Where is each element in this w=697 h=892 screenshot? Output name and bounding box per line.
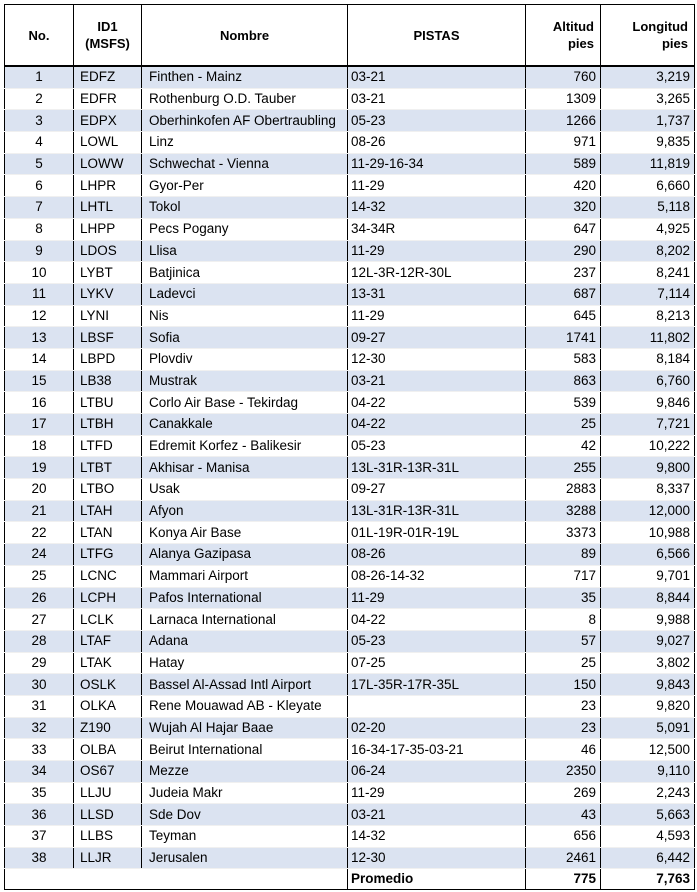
- table-row: [5, 66, 695, 88]
- table-row: [5, 479, 695, 501]
- row-length: 4,593: [601, 826, 695, 848]
- row-id: LBSF: [74, 327, 142, 349]
- row-id: LOWL: [74, 132, 142, 154]
- table-row: [5, 153, 695, 175]
- row-number: 20: [5, 479, 74, 501]
- row-name: Jerusalen: [142, 847, 348, 869]
- row-runways: 09-27: [348, 327, 526, 349]
- table-row: [5, 544, 695, 566]
- row-altitude: 2350: [526, 761, 601, 783]
- row-runways: 11-29: [348, 240, 526, 262]
- row-number: 12: [5, 305, 74, 327]
- row-id: LCPH: [74, 587, 142, 609]
- row-number: 3: [5, 110, 74, 132]
- row-altitude: 420: [526, 175, 601, 197]
- summary-blank: [5, 869, 74, 890]
- row-altitude: 25: [526, 652, 601, 674]
- row-name: Batjinica: [142, 262, 348, 284]
- row-number: 33: [5, 739, 74, 761]
- row-number: 37: [5, 826, 74, 848]
- row-id: EDFR: [74, 88, 142, 110]
- row-length: 9,800: [601, 457, 695, 479]
- row-id: LLSD: [74, 804, 142, 826]
- row-length: 9,988: [601, 609, 695, 631]
- row-length: 9,701: [601, 565, 695, 587]
- row-name: Wujah Al Hajar Baae: [142, 717, 348, 739]
- row-altitude: 760: [526, 66, 601, 88]
- row-runways: 12L-3R-12R-30L: [348, 262, 526, 284]
- row-id: LTAK: [74, 652, 142, 674]
- row-id: LTFG: [74, 544, 142, 566]
- row-runways: 03-21: [348, 804, 526, 826]
- row-id: LYKV: [74, 283, 142, 305]
- row-runways: 05-23: [348, 110, 526, 132]
- row-number: 15: [5, 370, 74, 392]
- row-number: 19: [5, 457, 74, 479]
- table-row: [5, 739, 695, 761]
- row-id: LTBO: [74, 479, 142, 501]
- row-altitude: 539: [526, 392, 601, 414]
- summary-blank: [142, 869, 348, 890]
- row-altitude: 3373: [526, 522, 601, 544]
- row-name: Oberhinkofen AF Obertraubling: [142, 110, 348, 132]
- row-name: Edremit Korfez - Balikesir: [142, 435, 348, 457]
- row-number: 21: [5, 500, 74, 522]
- row-number: 7: [5, 197, 74, 219]
- row-name: Mustrak: [142, 370, 348, 392]
- row-id: LHPR: [74, 175, 142, 197]
- row-altitude: 23: [526, 717, 601, 739]
- table-row: [5, 782, 695, 804]
- row-name: Schwechat - Vienna: [142, 153, 348, 175]
- table-row: [5, 457, 695, 479]
- row-name: Judeia Makr: [142, 782, 348, 804]
- row-length: 8,844: [601, 587, 695, 609]
- row-runways: 11-29-16-34: [348, 153, 526, 175]
- row-length: 5,118: [601, 197, 695, 219]
- row-id: LHPP: [74, 218, 142, 240]
- row-runways: 08-26-14-32: [348, 565, 526, 587]
- row-runways: 04-22: [348, 392, 526, 414]
- row-id: LOWW: [74, 153, 142, 175]
- table-row: [5, 522, 695, 544]
- row-name: Ladevci: [142, 283, 348, 305]
- row-length: 8,184: [601, 348, 695, 370]
- row-runways: 11-29: [348, 305, 526, 327]
- row-altitude: 46: [526, 739, 601, 761]
- row-name: Sofia: [142, 327, 348, 349]
- row-length: 7,114: [601, 283, 695, 305]
- row-runways: 01L-19R-01R-19L: [348, 522, 526, 544]
- row-number: 11: [5, 283, 74, 305]
- row-number: 8: [5, 218, 74, 240]
- table-row: [5, 652, 695, 674]
- row-number: 18: [5, 435, 74, 457]
- row-length: 11,802: [601, 327, 695, 349]
- row-number: 16: [5, 392, 74, 414]
- row-runways: 11-29: [348, 175, 526, 197]
- table-body: [5, 66, 695, 869]
- table-row: [5, 609, 695, 631]
- row-id: LTBU: [74, 392, 142, 414]
- row-id: LYNI: [74, 305, 142, 327]
- row-runways: 14-32: [348, 826, 526, 848]
- row-name: Larnaca International: [142, 609, 348, 631]
- row-name: Beirut International: [142, 739, 348, 761]
- row-id: LLJR: [74, 847, 142, 869]
- row-number: 26: [5, 587, 74, 609]
- table-row: [5, 110, 695, 132]
- row-runways: 16-34-17-35-03-21: [348, 739, 526, 761]
- row-length: 8,337: [601, 479, 695, 501]
- row-runways: 12-30: [348, 847, 526, 869]
- row-runways: 05-23: [348, 435, 526, 457]
- row-name: Adana: [142, 630, 348, 652]
- table-row: [5, 88, 695, 110]
- row-runways: 13-31: [348, 283, 526, 305]
- row-id: LHTL: [74, 197, 142, 219]
- row-altitude: 1309: [526, 88, 601, 110]
- row-number: 17: [5, 414, 74, 436]
- row-length: 8,202: [601, 240, 695, 262]
- row-runways: 12-30: [348, 348, 526, 370]
- row-length: 6,660: [601, 175, 695, 197]
- row-runways: 02-20: [348, 717, 526, 739]
- row-altitude: 237: [526, 262, 601, 284]
- row-length: 9,846: [601, 392, 695, 414]
- row-runways: 11-29: [348, 782, 526, 804]
- row-length: 3,219: [601, 66, 695, 88]
- row-runways: 09-27: [348, 479, 526, 501]
- table-row: [5, 847, 695, 869]
- row-length: 9,027: [601, 630, 695, 652]
- row-length: 5,091: [601, 717, 695, 739]
- row-length: 10,222: [601, 435, 695, 457]
- row-altitude: 290: [526, 240, 601, 262]
- row-altitude: 1266: [526, 110, 601, 132]
- table-row: [5, 283, 695, 305]
- row-number: 32: [5, 717, 74, 739]
- row-name: Hatay: [142, 652, 348, 674]
- row-number: 9: [5, 240, 74, 262]
- row-number: 34: [5, 761, 74, 783]
- row-length: 11,819: [601, 153, 695, 175]
- row-number: 28: [5, 630, 74, 652]
- row-id: LBPD: [74, 348, 142, 370]
- table-row: [5, 695, 695, 717]
- row-id: LDOS: [74, 240, 142, 262]
- table-row: [5, 370, 695, 392]
- table-row: [5, 132, 695, 154]
- row-id: LB38: [74, 370, 142, 392]
- row-length: 12,500: [601, 739, 695, 761]
- row-number: 2: [5, 88, 74, 110]
- row-number: 36: [5, 804, 74, 826]
- table-row: [5, 392, 695, 414]
- row-runways: 06-24: [348, 761, 526, 783]
- row-length: 4,925: [601, 218, 695, 240]
- row-name: Corlo Air Base - Tekirdag: [142, 392, 348, 414]
- row-id: LLJU: [74, 782, 142, 804]
- header-id: ID1 (MSFS): [74, 5, 142, 67]
- row-id: OSLK: [74, 674, 142, 696]
- table-footer: [5, 869, 695, 890]
- row-length: 12,000: [601, 500, 695, 522]
- row-length: 7,721: [601, 414, 695, 436]
- row-name: Pafos International: [142, 587, 348, 609]
- header-pistas: PISTAS: [348, 5, 526, 67]
- airport-table: [4, 4, 695, 890]
- row-name: Alanya Gazipasa: [142, 544, 348, 566]
- row-altitude: 971: [526, 132, 601, 154]
- summary-length: 7,763: [601, 869, 695, 890]
- row-runways: 14-32: [348, 197, 526, 219]
- row-runways: 04-22: [348, 414, 526, 436]
- row-name: Rothenburg O.D. Tauber: [142, 88, 348, 110]
- table-row: [5, 197, 695, 219]
- row-number: 1: [5, 66, 74, 88]
- row-length: 6,566: [601, 544, 695, 566]
- table-row: [5, 218, 695, 240]
- airport-table-sheet: [4, 4, 695, 890]
- row-id: LTAH: [74, 500, 142, 522]
- row-number: 25: [5, 565, 74, 587]
- table-row: [5, 804, 695, 826]
- row-length: 9,820: [601, 695, 695, 717]
- row-id: EDFZ: [74, 66, 142, 88]
- table-header: [5, 5, 695, 67]
- row-altitude: 645: [526, 305, 601, 327]
- table-row: [5, 761, 695, 783]
- summary-altitude: 775: [526, 869, 601, 890]
- row-name: Akhisar - Manisa: [142, 457, 348, 479]
- row-id: LLBS: [74, 826, 142, 848]
- header-name: Nombre: [142, 5, 348, 67]
- row-length: 6,760: [601, 370, 695, 392]
- row-altitude: 57: [526, 630, 601, 652]
- row-number: 31: [5, 695, 74, 717]
- row-length: 9,843: [601, 674, 695, 696]
- table-row: [5, 414, 695, 436]
- row-id: LCNC: [74, 565, 142, 587]
- row-runways: 05-23: [348, 630, 526, 652]
- row-altitude: 3288: [526, 500, 601, 522]
- row-number: 14: [5, 348, 74, 370]
- row-length: 10,988: [601, 522, 695, 544]
- row-runways: 04-22: [348, 609, 526, 631]
- table-row: [5, 826, 695, 848]
- row-name: Linz: [142, 132, 348, 154]
- row-length: 8,241: [601, 262, 695, 284]
- table-row: [5, 587, 695, 609]
- row-altitude: 583: [526, 348, 601, 370]
- table-row: [5, 305, 695, 327]
- row-name: Llisa: [142, 240, 348, 262]
- row-name: Usak: [142, 479, 348, 501]
- row-name: Nis: [142, 305, 348, 327]
- row-runways: 03-21: [348, 88, 526, 110]
- row-name: Bassel Al-Assad Intl Airport: [142, 674, 348, 696]
- row-length: 9,835: [601, 132, 695, 154]
- header-no: No.: [5, 5, 74, 67]
- row-altitude: 89: [526, 544, 601, 566]
- row-length: 1,737: [601, 110, 695, 132]
- table-row: [5, 674, 695, 696]
- row-altitude: 25: [526, 414, 601, 436]
- row-id: LTFD: [74, 435, 142, 457]
- summary-label: Promedio: [348, 869, 526, 890]
- row-runways: 08-26: [348, 544, 526, 566]
- row-id: Z190: [74, 717, 142, 739]
- row-length: 5,663: [601, 804, 695, 826]
- row-altitude: 150: [526, 674, 601, 696]
- row-name: Tokol: [142, 197, 348, 219]
- row-name: Pecs Pogany: [142, 218, 348, 240]
- summary-row: [5, 869, 695, 890]
- row-altitude: 23: [526, 695, 601, 717]
- row-length: 8,213: [601, 305, 695, 327]
- row-number: 6: [5, 175, 74, 197]
- table-row: [5, 327, 695, 349]
- row-number: 24: [5, 544, 74, 566]
- table-row: [5, 565, 695, 587]
- row-number: 22: [5, 522, 74, 544]
- row-number: 10: [5, 262, 74, 284]
- row-name: Sde Dov: [142, 804, 348, 826]
- table-row: [5, 500, 695, 522]
- table-row: [5, 348, 695, 370]
- row-number: 30: [5, 674, 74, 696]
- row-altitude: 863: [526, 370, 601, 392]
- row-name: Plovdiv: [142, 348, 348, 370]
- row-altitude: 687: [526, 283, 601, 305]
- row-altitude: 589: [526, 153, 601, 175]
- row-id: LTAF: [74, 630, 142, 652]
- row-altitude: 1741: [526, 327, 601, 349]
- header-altitude: Altitud pies: [526, 5, 601, 67]
- row-runways: 11-29: [348, 587, 526, 609]
- row-number: 27: [5, 609, 74, 631]
- row-id: OLBA: [74, 739, 142, 761]
- row-length: 2,243: [601, 782, 695, 804]
- row-runways: 03-21: [348, 370, 526, 392]
- summary-blank: [74, 869, 142, 890]
- row-length: 6,442: [601, 847, 695, 869]
- row-id: OS67: [74, 761, 142, 783]
- row-runways: 34-34R: [348, 218, 526, 240]
- row-length: 3,265: [601, 88, 695, 110]
- row-altitude: 647: [526, 218, 601, 240]
- row-altitude: 255: [526, 457, 601, 479]
- row-name: Afyon: [142, 500, 348, 522]
- row-runways: 07-25: [348, 652, 526, 674]
- row-number: 4: [5, 132, 74, 154]
- row-id: LTAN: [74, 522, 142, 544]
- table-row: [5, 240, 695, 262]
- row-id: LYBT: [74, 262, 142, 284]
- row-number: 38: [5, 847, 74, 869]
- row-name: Finthen - Mainz: [142, 66, 348, 88]
- row-id: LTBH: [74, 414, 142, 436]
- header-length: Longitud pies: [601, 5, 695, 67]
- row-length: 9,110: [601, 761, 695, 783]
- row-name: Mezze: [142, 761, 348, 783]
- row-id: LCLK: [74, 609, 142, 631]
- row-altitude: 2461: [526, 847, 601, 869]
- row-altitude: 269: [526, 782, 601, 804]
- row-name: Teyman: [142, 826, 348, 848]
- row-runways: 13L-31R-13R-31L: [348, 457, 526, 479]
- row-runways: 08-26: [348, 132, 526, 154]
- table-row: [5, 630, 695, 652]
- table-row: [5, 717, 695, 739]
- row-number: 29: [5, 652, 74, 674]
- header-row: [5, 5, 695, 67]
- row-name: Canakkale: [142, 414, 348, 436]
- row-altitude: 35: [526, 587, 601, 609]
- table-row: [5, 175, 695, 197]
- row-altitude: 717: [526, 565, 601, 587]
- row-number: 35: [5, 782, 74, 804]
- row-runways: [348, 695, 526, 717]
- row-name: Konya Air Base: [142, 522, 348, 544]
- row-length: 3,802: [601, 652, 695, 674]
- row-runways: 17L-35R-17R-35L: [348, 674, 526, 696]
- row-id: EDPX: [74, 110, 142, 132]
- row-name: Mammari Airport: [142, 565, 348, 587]
- table-row: [5, 262, 695, 284]
- row-altitude: 43: [526, 804, 601, 826]
- row-name: Rene Mouawad AB - Kleyate: [142, 695, 348, 717]
- row-number: 5: [5, 153, 74, 175]
- row-altitude: 320: [526, 197, 601, 219]
- row-name: Gyor-Per: [142, 175, 348, 197]
- row-id: LTBT: [74, 457, 142, 479]
- row-altitude: 2883: [526, 479, 601, 501]
- row-number: 13: [5, 327, 74, 349]
- row-id: OLKA: [74, 695, 142, 717]
- row-altitude: 8: [526, 609, 601, 631]
- table-row: [5, 435, 695, 457]
- row-altitude: 656: [526, 826, 601, 848]
- row-altitude: 42: [526, 435, 601, 457]
- row-runways: 03-21: [348, 66, 526, 88]
- row-runways: 13L-31R-13R-31L: [348, 500, 526, 522]
